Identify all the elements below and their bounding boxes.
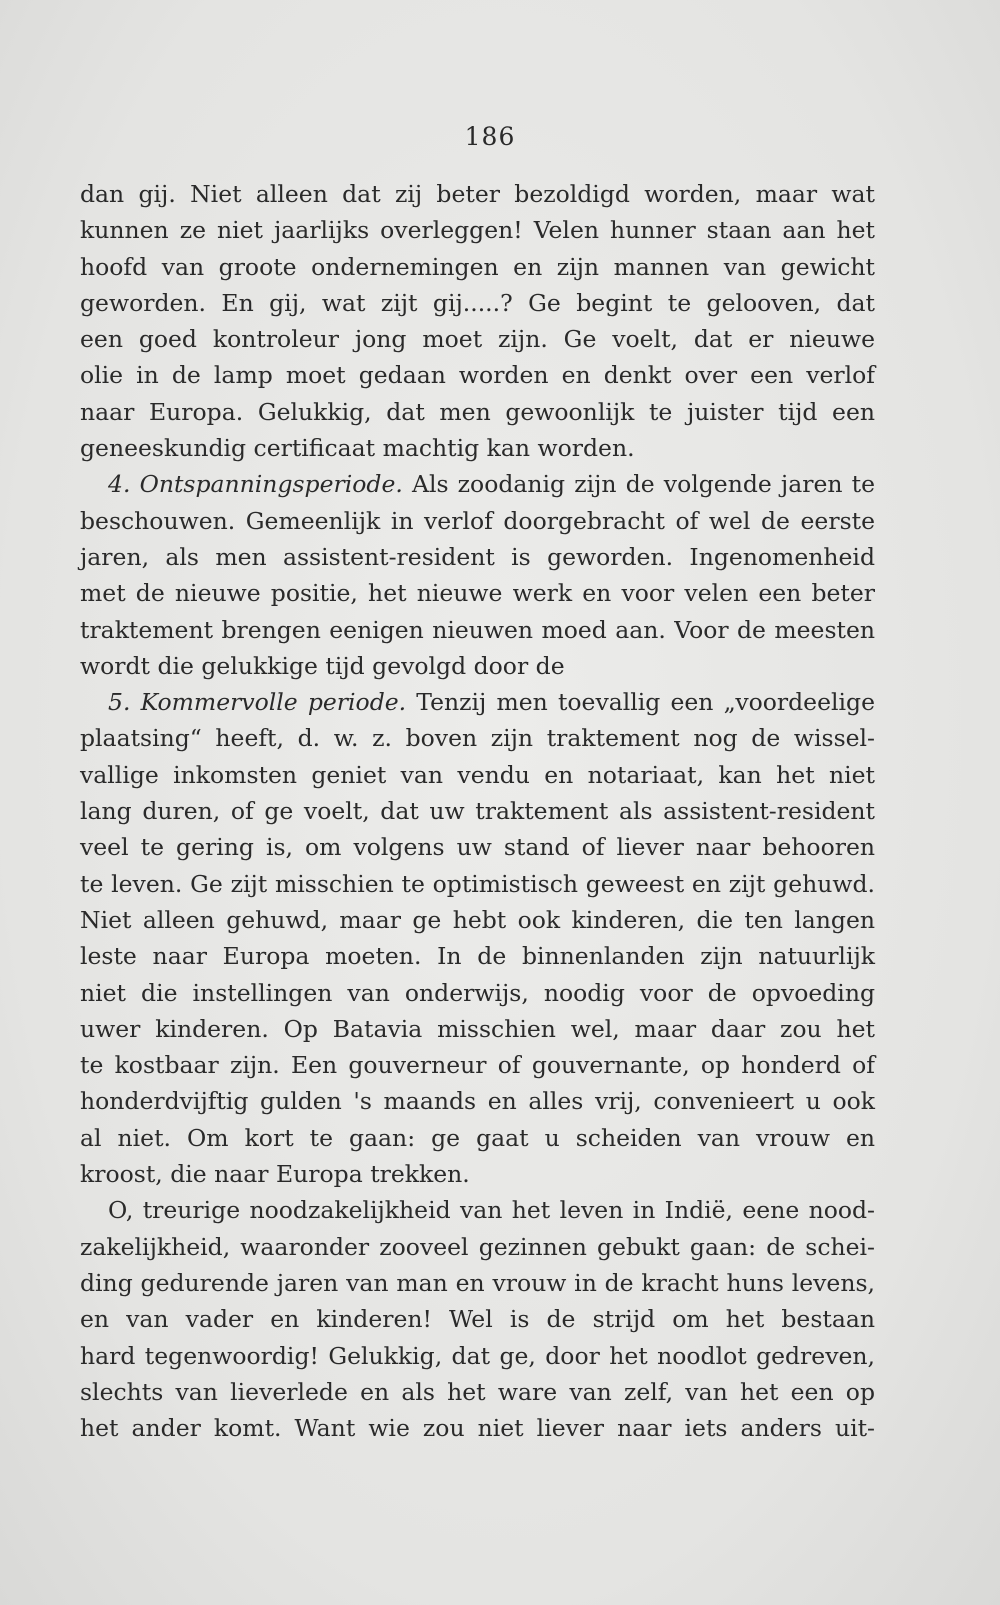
text-line: beschouwen. Gemeenlijk in verlof doorgebracht of wel de eerste: [80, 506, 875, 535]
text-line: kroost, die naar Europa trekken.: [80, 1160, 470, 1189]
page-number: 186: [464, 122, 516, 151]
section-line: [80, 684, 875, 720]
text-line: hoofd van groote ondernemingen en zijn mannen van gewicht: [80, 252, 875, 281]
section-heading-kommervolle-periode: 5. Kommervolle periode.: [108, 688, 407, 717]
text-line: een goed kontroleur jong moet zijn. Ge voelt, dat er nieuwe: [80, 325, 875, 354]
text-line: O, treurige noodzakelijkheid van het leven in Indië, eene nood-: [108, 1196, 875, 1225]
text-line: geworden. En gij, wat zijt gij.....? Ge begint te gelooven, dat: [80, 288, 875, 317]
section-heading-ontspanningsperiode: 4. Ontspanningsperiode.: [108, 470, 403, 499]
text-line: olie in de lamp moet gedaan worden en denkt over een verlof: [80, 361, 875, 390]
text-line: traktement brengen eenigen nieuwen moed aan. Voor de meesten: [80, 615, 875, 644]
section-line: [80, 466, 875, 502]
text-line: dan gij. Niet alleen dat zij beter bezoldigd worden, maar wat: [80, 180, 875, 208]
text-line: Niet alleen gehuwd, maar ge hebt ook kinderen, die ten langen: [80, 905, 875, 934]
text-line: ding gedurende jaren van man en vrouw in de kracht huns levens,: [80, 1268, 875, 1297]
text-line: uwer kinderen. Op Batavia misschien wel, maar daar zou het: [80, 1014, 875, 1043]
text-line: plaatsing“ heeft, d. w. z. boven zijn traktement nog de wissel-: [80, 724, 875, 753]
body-text: [80, 176, 875, 1446]
text-line: slechts van lieverlede en als het ware van zelf, van het een op: [80, 1377, 875, 1406]
text-line: wordt die gelukkige tijd gevolgd door de: [80, 651, 565, 680]
text-line: jaren, als men assistent-resident is geworden. Ingenomenheid: [80, 542, 875, 571]
text-line: naar Europa. Gelukkig, dat men gewoonlijk te juister tijd een: [80, 397, 875, 426]
section-line-text: Tenzij men toevallig een „voordeelige: [406, 688, 875, 717]
text-line: vallige inkomsten geniet van vendu en notariaat, kan het niet: [80, 760, 875, 789]
text-line: het ander komt. Want wie zou niet liever naar iets anders uit-: [80, 1414, 875, 1443]
text-line: niet die instellingen van onderwijs, noodig voor de opvoeding: [80, 978, 875, 1007]
text-line: kunnen ze niet jaarlijks overleggen! Velen hunner staan aan het: [80, 216, 875, 245]
section-line-text: Als zoodanig zijn de volgende jaren te: [402, 470, 875, 499]
text-line: leste naar Europa moeten. In de binnenlanden zijn natuurlijk: [80, 942, 875, 971]
text-line: al niet. Om kort te gaan: ge gaat u scheiden van vrouw en: [80, 1123, 875, 1152]
text-line: en van vader en kinderen! Wel is de strijd om het bestaan: [80, 1305, 875, 1334]
text-line: met de nieuwe positie, het nieuwe werk en voor velen een beter: [80, 579, 875, 608]
text-line: veel te gering is, om volgens uw stand of liever naar behooren: [80, 833, 875, 862]
text-line: geneeskundig certificaat machtig kan worden.: [80, 434, 635, 463]
text-line: te leven. Ge zijt misschien te optimistisch geweest en zijt gehuwd.: [80, 869, 875, 898]
text-line: lang duren, of ge voelt, dat uw traktement als assistent-resident: [80, 797, 875, 826]
text-line: honderdvijftig gulden 's maands en alles vrij, convenieert u ook: [80, 1087, 875, 1116]
text-line: te kostbaar zijn. Een gouverneur of gouvernante, op honderd of: [80, 1051, 875, 1080]
text-line: zakelijkheid, waaronder zooveel gezinnen gebukt gaan: de schei-: [80, 1232, 875, 1261]
text-line: hard tegenwoordig! Gelukkig, dat ge, door het noodlot gedreven,: [80, 1341, 875, 1370]
